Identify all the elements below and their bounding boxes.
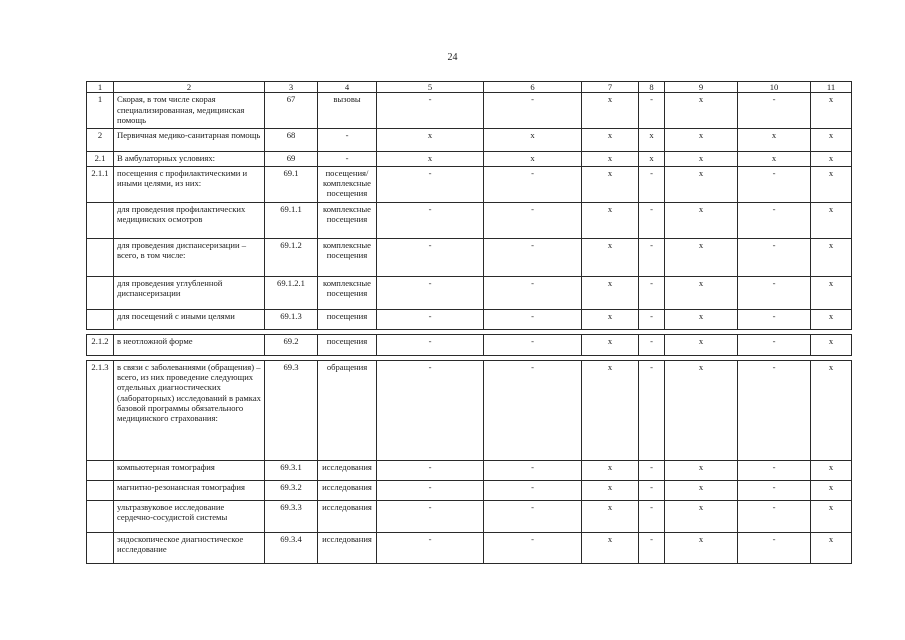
cell-col5: - — [377, 334, 484, 355]
cell-col11: х — [811, 152, 852, 166]
cell-col8: - — [639, 202, 665, 238]
cell-col5: - — [377, 238, 484, 276]
cell-col10: - — [738, 480, 811, 500]
cell-col6: - — [484, 309, 582, 329]
table-row — [87, 500, 852, 532]
cell-col5: - — [377, 309, 484, 329]
table-row — [87, 460, 852, 480]
cell-col5: х — [377, 152, 484, 166]
row-number: 2.1 — [87, 152, 114, 166]
table-row — [87, 276, 852, 309]
row-name: для проведения диспансеризации – всего, в том числе: — [114, 238, 265, 276]
cell-col5: - — [377, 166, 484, 202]
row-code: 69.1.1 — [265, 202, 318, 238]
table-row — [87, 238, 852, 276]
cell-col10: - — [738, 334, 811, 355]
row-number: 1 — [87, 93, 114, 129]
row-name: Первичная медико-санитарная помощь — [114, 129, 265, 152]
cell-col9: х — [665, 152, 738, 166]
cell-col5: - — [377, 532, 484, 563]
cell-col5: х — [377, 129, 484, 152]
cell-col6: - — [484, 276, 582, 309]
cell-col7: х — [582, 309, 639, 329]
row-code: 69.3.1 — [265, 460, 318, 480]
cell-col6: - — [484, 93, 582, 129]
header-cell: 8 — [639, 82, 665, 93]
cell-col11: х — [811, 334, 852, 355]
cell-col8: - — [639, 166, 665, 202]
header-cell: 5 — [377, 82, 484, 93]
row-code: 69.3 — [265, 360, 318, 460]
cell-col6: - — [484, 360, 582, 460]
cell-col6: - — [484, 166, 582, 202]
table-row — [87, 202, 852, 238]
cell-col6: - — [484, 238, 582, 276]
header-cell: 1 — [87, 82, 114, 93]
row-unit: - — [318, 152, 377, 166]
row-name: эндоскопическое диагностическое исследование — [114, 532, 265, 563]
row-unit: исследования — [318, 460, 377, 480]
cell-col8: - — [639, 334, 665, 355]
cell-col7: х — [582, 152, 639, 166]
cell-col8: - — [639, 93, 665, 129]
cell-col10: - — [738, 500, 811, 532]
cell-col6: х — [484, 129, 582, 152]
row-code: 69.1.2 — [265, 238, 318, 276]
header-cell: 2 — [114, 82, 265, 93]
cell-col11: х — [811, 238, 852, 276]
table-row — [87, 532, 852, 563]
row-code: 67 — [265, 93, 318, 129]
cell-col10: - — [738, 460, 811, 480]
cell-col11: х — [811, 202, 852, 238]
cell-col8: - — [639, 360, 665, 460]
cell-col11: х — [811, 166, 852, 202]
cell-col11: х — [811, 532, 852, 563]
cell-col10: - — [738, 202, 811, 238]
cell-col10: - — [738, 93, 811, 129]
cell-col8: - — [639, 532, 665, 563]
cell-col6: - — [484, 500, 582, 532]
row-number — [87, 276, 114, 309]
cell-col9: х — [665, 309, 738, 329]
cell-col7: х — [582, 334, 639, 355]
cell-col9: х — [665, 500, 738, 532]
page-number: 24 — [447, 52, 458, 63]
cell-col10: - — [738, 309, 811, 329]
cell-col8: х — [639, 129, 665, 152]
cell-col5: - — [377, 480, 484, 500]
cell-col6: - — [484, 460, 582, 480]
cell-col7: х — [582, 480, 639, 500]
row-name: Скорая, в том числе скорая специализированная, медицинская помощь — [114, 93, 265, 129]
cell-col10: - — [738, 276, 811, 309]
row-code: 69.1.3 — [265, 309, 318, 329]
row-number — [87, 532, 114, 563]
cell-col8: - — [639, 500, 665, 532]
row-number — [87, 202, 114, 238]
cell-col5: - — [377, 500, 484, 532]
cell-col7: х — [582, 129, 639, 152]
cell-col9: х — [665, 93, 738, 129]
row-unit: комплексные посещения — [318, 238, 377, 276]
cell-col5: - — [377, 460, 484, 480]
row-name: магнитно-резонансная томография — [114, 480, 265, 500]
header-cell: 9 — [665, 82, 738, 93]
cell-col8: - — [639, 480, 665, 500]
cell-col5: - — [377, 276, 484, 309]
header-cell: 11 — [811, 82, 852, 93]
row-unit: обращения — [318, 360, 377, 460]
cell-col7: х — [582, 360, 639, 460]
cell-col10: - — [738, 166, 811, 202]
row-number — [87, 480, 114, 500]
cell-col11: х — [811, 500, 852, 532]
table-row — [87, 152, 852, 166]
cell-col7: х — [582, 166, 639, 202]
table-row — [87, 166, 852, 202]
cell-col11: х — [811, 129, 852, 152]
cell-col10: - — [738, 532, 811, 563]
row-unit: исследования — [318, 480, 377, 500]
cell-col7: х — [582, 202, 639, 238]
row-code: 69.3.2 — [265, 480, 318, 500]
data-table — [86, 81, 852, 564]
row-number: 2.1.1 — [87, 166, 114, 202]
cell-col7: х — [582, 500, 639, 532]
row-code: 69.1.2.1 — [265, 276, 318, 309]
cell-col6: х — [484, 152, 582, 166]
cell-col6: - — [484, 480, 582, 500]
row-unit: посещения — [318, 309, 377, 329]
row-name: для проведения углубленной диспансеризации — [114, 276, 265, 309]
cell-col7: х — [582, 276, 639, 309]
header-cell: 4 — [318, 82, 377, 93]
cell-col8: - — [639, 309, 665, 329]
cell-col9: х — [665, 480, 738, 500]
cell-col9: х — [665, 360, 738, 460]
cell-col11: х — [811, 309, 852, 329]
cell-col11: х — [811, 360, 852, 460]
row-unit: посещения/ комплексные посещения — [318, 166, 377, 202]
header-row — [87, 82, 852, 93]
row-code: 69.3.4 — [265, 532, 318, 563]
cell-col8: - — [639, 238, 665, 276]
cell-col10: х — [738, 152, 811, 166]
table-row — [87, 129, 852, 152]
cell-col8: х — [639, 152, 665, 166]
row-unit: исследования — [318, 500, 377, 532]
row-unit: вызовы — [318, 93, 377, 129]
cell-col9: х — [665, 532, 738, 563]
row-code: 68 — [265, 129, 318, 152]
row-name: для проведения профилактических медицинских осмотров — [114, 202, 265, 238]
row-number: 2.1.3 — [87, 360, 114, 460]
cell-col11: х — [811, 276, 852, 309]
row-name: в неотложной форме — [114, 334, 265, 355]
cell-col6: - — [484, 334, 582, 355]
cell-col6: - — [484, 202, 582, 238]
cell-col11: х — [811, 480, 852, 500]
row-number: 2.1.2 — [87, 334, 114, 355]
row-name: ультразвуковое исследование сердечно-сосудистой системы — [114, 500, 265, 532]
cell-col7: х — [582, 532, 639, 563]
row-name: посещения с профилактическими и иными целями, из них: — [114, 166, 265, 202]
cell-col10: - — [738, 238, 811, 276]
table-row — [87, 309, 852, 329]
cell-col9: х — [665, 238, 738, 276]
row-number — [87, 238, 114, 276]
cell-col9: х — [665, 334, 738, 355]
cell-col8: - — [639, 460, 665, 480]
row-unit: исследования — [318, 532, 377, 563]
row-code: 69.2 — [265, 334, 318, 355]
row-name: в связи с заболеваниями (обращения) – всего, из них проведение следующих отдельных диагностических (лабораторных) исследований в рамках базовой программы обязательного медицинского страхования: — [114, 360, 265, 460]
cell-col5: - — [377, 360, 484, 460]
row-number — [87, 309, 114, 329]
row-unit: комплексные посещения — [318, 202, 377, 238]
cell-col11: х — [811, 93, 852, 129]
header-cell: 3 — [265, 82, 318, 93]
row-number: 2 — [87, 129, 114, 152]
cell-col9: х — [665, 129, 738, 152]
row-unit: - — [318, 129, 377, 152]
cell-col9: х — [665, 460, 738, 480]
header-cell: 6 — [484, 82, 582, 93]
table-row — [87, 334, 852, 355]
cell-col9: х — [665, 202, 738, 238]
row-code: 69.1 — [265, 166, 318, 202]
row-name: В амбулаторных условиях: — [114, 152, 265, 166]
cell-col8: - — [639, 276, 665, 309]
table-row — [87, 93, 852, 129]
cell-col7: х — [582, 460, 639, 480]
row-name: для посещений с иными целями — [114, 309, 265, 329]
row-unit: комплексные посещения — [318, 276, 377, 309]
cell-col11: х — [811, 460, 852, 480]
cell-col6: - — [484, 532, 582, 563]
row-code: 69 — [265, 152, 318, 166]
row-code: 69.3.3 — [265, 500, 318, 532]
cell-col9: х — [665, 276, 738, 309]
table-row — [87, 360, 852, 460]
cell-col7: х — [582, 238, 639, 276]
row-name: компьютерная томография — [114, 460, 265, 480]
cell-col10: х — [738, 129, 811, 152]
cell-col9: х — [665, 166, 738, 202]
header-cell: 10 — [738, 82, 811, 93]
cell-col5: - — [377, 93, 484, 129]
row-number — [87, 500, 114, 532]
row-number — [87, 460, 114, 480]
cell-col7: х — [582, 93, 639, 129]
cell-col5: - — [377, 202, 484, 238]
cell-col10: - — [738, 360, 811, 460]
header-cell: 7 — [582, 82, 639, 93]
row-unit: посещения — [318, 334, 377, 355]
table-row — [87, 480, 852, 500]
